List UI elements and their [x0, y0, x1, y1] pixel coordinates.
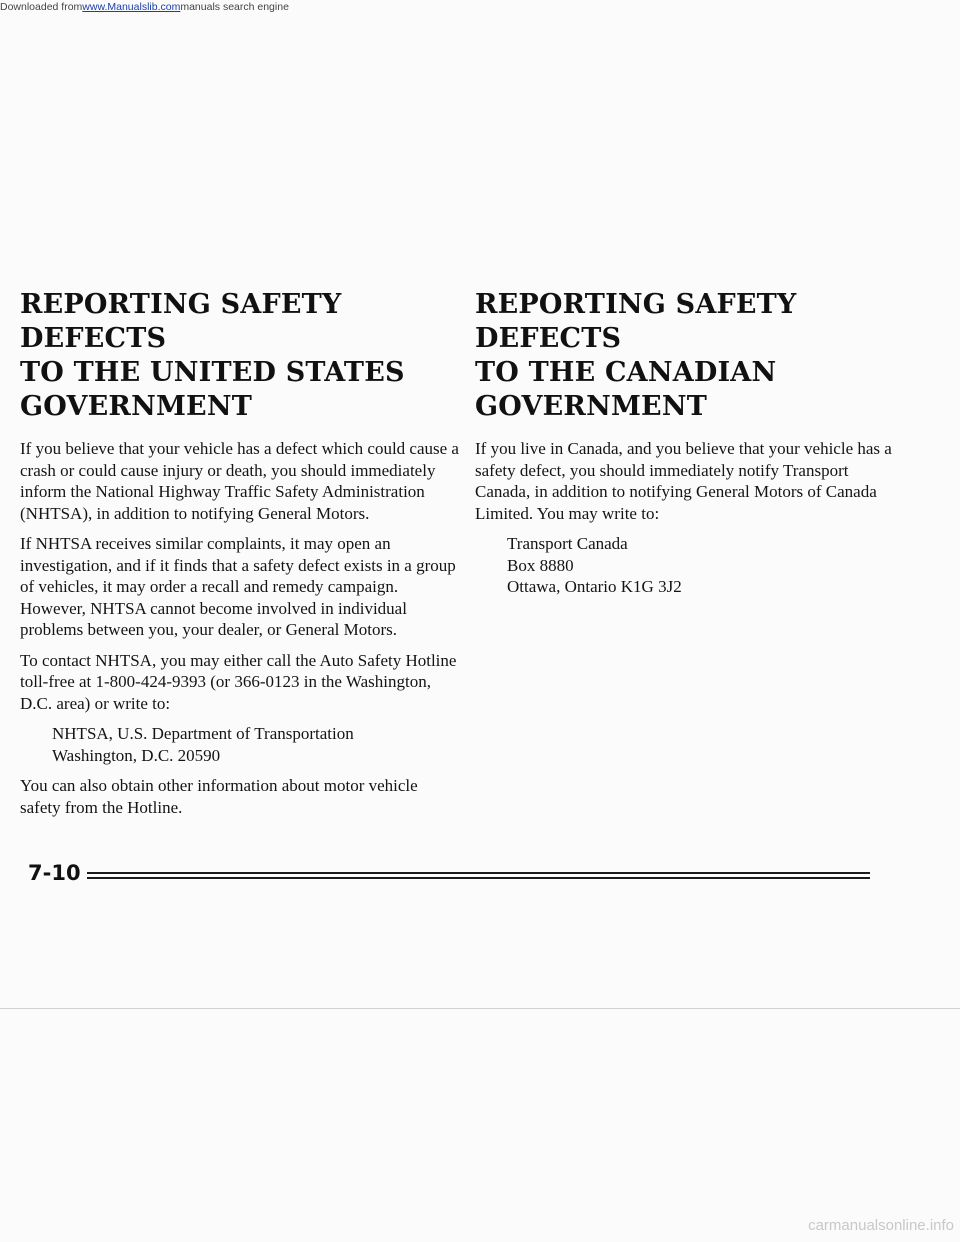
canada-heading-line: GOVERNMENT [475, 391, 707, 422]
us-heading-line: GOVERNMENT [20, 391, 252, 422]
page-footer [28, 858, 870, 888]
scan-edge-line [0, 1008, 960, 1009]
canada-section-heading [475, 288, 895, 424]
us-section-heading [20, 288, 460, 424]
address-line: Ottawa, Ontario K1G 3J2 [507, 577, 682, 596]
address-line: Transport Canada [507, 534, 628, 553]
page-number: 7-10 [28, 861, 81, 885]
us-reporting-section [20, 288, 460, 827]
banner-prefix: Downloaded from [0, 1, 83, 13]
transport-canada-address [507, 533, 895, 598]
footer-rule-line [87, 872, 870, 874]
footer-rule [87, 872, 870, 879]
us-paragraph-nhtsa-investigation: If NHTSA receives similar complaints, it may open an investigation, and if it finds that a safety defect exists in a group of vehicles, it may order a recall and remedy campaign. However, NHTSA cannot become involved in individual problems between you, your dealer, or General Motors. [20, 534, 456, 639]
canada-heading-line: TO THE CANADIAN [475, 357, 777, 388]
address-line: NHTSA, U.S. Department of Transportation [52, 724, 354, 743]
address-line: Box 8880 [507, 555, 574, 575]
canada-reporting-section [475, 288, 895, 607]
manualslib-link[interactable]: www.Manualslib.com [82, 1, 181, 13]
us-heading-line: TO THE UNITED STATES [20, 357, 405, 388]
banner-suffix: manuals search engine [180, 1, 289, 13]
address-line: Washington, D.C. 20590 [52, 745, 221, 765]
watermark: carmanualsonline.info [808, 1217, 954, 1234]
nhtsa-address [52, 723, 460, 766]
us-paragraph-believe-defect: If you believe that your vehicle has a defect which could cause a crash or could cause injury or death, you should immediately inform the National Highway Traffic Safety Administration (NHTSA), in addition to notifying General Motors. [20, 439, 459, 523]
us-paragraph-contact-nhtsa: To contact NHTSA, you may either call the Auto Safety Hotline toll-free at 1-800-424-9393 (or 366-0123 in the Washington, D.C. area) or write to: [20, 650, 457, 713]
us-paragraph-hotline-info: You can also obtain other information about motor vehicle safety from the Hotline. [20, 776, 418, 817]
download-banner [0, 0, 289, 14]
canada-paragraph: If you live in Canada, and you believe that your vehicle has a safety defect, you should immediately notify Transport Canada, in addition to notifying General Motors of Canada Limited. You may write to: [475, 439, 892, 523]
us-heading-line: REPORTING SAFETY DEFECTS [20, 289, 342, 354]
canada-heading-line: REPORTING SAFETY DEFECTS [475, 289, 797, 354]
footer-rule-line [87, 877, 870, 879]
